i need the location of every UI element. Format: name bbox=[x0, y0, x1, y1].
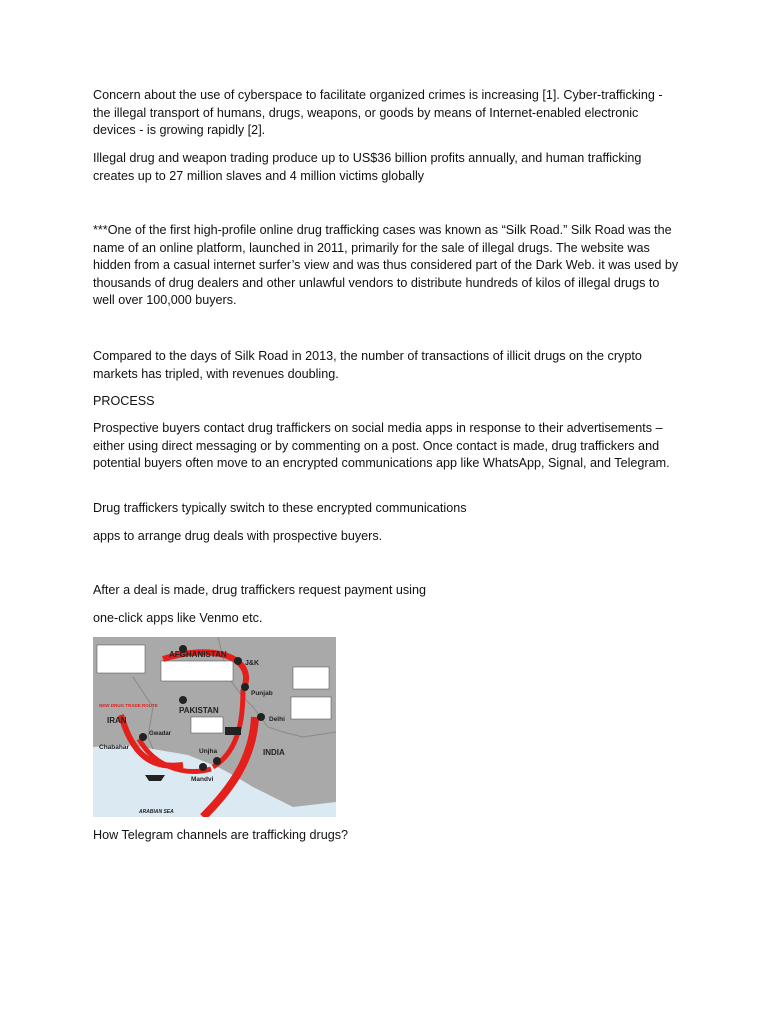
image-caption: How Telegram channels are trafficking drugs? bbox=[93, 828, 349, 842]
paragraph-encrypted-apps: Drug traffickers typically switch to these encrypted communications bbox=[93, 501, 467, 515]
map-note-box bbox=[293, 667, 329, 689]
map-note-box bbox=[191, 717, 223, 733]
label-punjab: Punjab bbox=[251, 690, 273, 697]
label-jk: J&K bbox=[245, 660, 260, 667]
location-marker bbox=[199, 763, 207, 771]
paragraph-silk-road: ***One of the first high-profile online drug trafficking cases was known as “Silk Road.” Silk Road was the name of an online platform, launched in 2011, primarily for the sale of illegal drugs. The website was hidden from a casual internet surfer’s view and was thus considered part of the Dark Web. it was used by thousands of drug dealers and other unlawful vendors to distribute hundreds of kilos of illegal drugs to well over 100,000 buyers. bbox=[93, 223, 679, 308]
paragraph-arrange-deals: apps to arrange drug deals with prospective buyers. bbox=[93, 529, 383, 543]
drug-route-map bbox=[93, 637, 336, 817]
location-marker bbox=[179, 696, 187, 704]
label-unjha: Unjha bbox=[199, 748, 218, 755]
label-pakistan: PAKISTAN bbox=[179, 706, 219, 715]
location-marker bbox=[234, 657, 242, 665]
label-delhi: Delhi bbox=[269, 716, 285, 723]
label-chabahar: Chabahar bbox=[99, 744, 129, 751]
label-india: INDIA bbox=[263, 748, 285, 757]
label-new-route: NEW DRUG TRADE ROUTE bbox=[99, 703, 158, 708]
truck-icon bbox=[225, 727, 241, 735]
label-arabian-sea: ARABIAN SEA bbox=[139, 809, 174, 815]
heading-process: PROCESS bbox=[93, 394, 155, 408]
label-afghanistan: AFGHANISTAN bbox=[169, 650, 227, 659]
map-note-box bbox=[291, 697, 331, 719]
paragraph-cyber-trafficking: Concern about the use of cyberspace to facilitate organized crimes is increasing [1]. Cyber-trafficking - the illegal transport of humans, drugs, weapons, or goods by means of Internet-enabled electronic devices - is growing rapidly [2]. bbox=[93, 88, 663, 138]
label-gwadar: Gwadar bbox=[149, 731, 172, 737]
location-marker bbox=[241, 683, 249, 691]
map-note-box bbox=[161, 661, 233, 681]
label-iran: IRAN bbox=[107, 716, 127, 725]
location-marker bbox=[213, 757, 221, 765]
paragraph-profits: Illegal drug and weapon trading produce up to US$36 billion profits annually, and human trafficking creates up to 27 million slaves and 4 million victims globally bbox=[93, 151, 642, 183]
paragraph-prospective-buyers: Prospective buyers contact drug traffickers on social media apps in response to their advertisements – either using direct messaging or by commenting on a post. Once contact is made, drug traffickers and potential buyers often move to an encrypted communications app like WhatsApp, Signal, and Telegram. bbox=[93, 421, 670, 471]
location-marker bbox=[139, 733, 147, 741]
paragraph-crypto-markets: Compared to the days of Silk Road in 2013, the number of transactions of illicit drugs on the crypto markets has tripled, with revenues doubling. bbox=[93, 349, 642, 381]
map-note-box bbox=[97, 645, 145, 673]
label-mandvi: Mandvi bbox=[191, 776, 214, 783]
drug-route-map-svg bbox=[93, 637, 336, 817]
paragraph-payment: After a deal is made, drug traffickers request payment using bbox=[93, 583, 426, 597]
location-marker bbox=[257, 713, 265, 721]
paragraph-one-click-apps: one-click apps like Venmo etc. bbox=[93, 611, 263, 625]
